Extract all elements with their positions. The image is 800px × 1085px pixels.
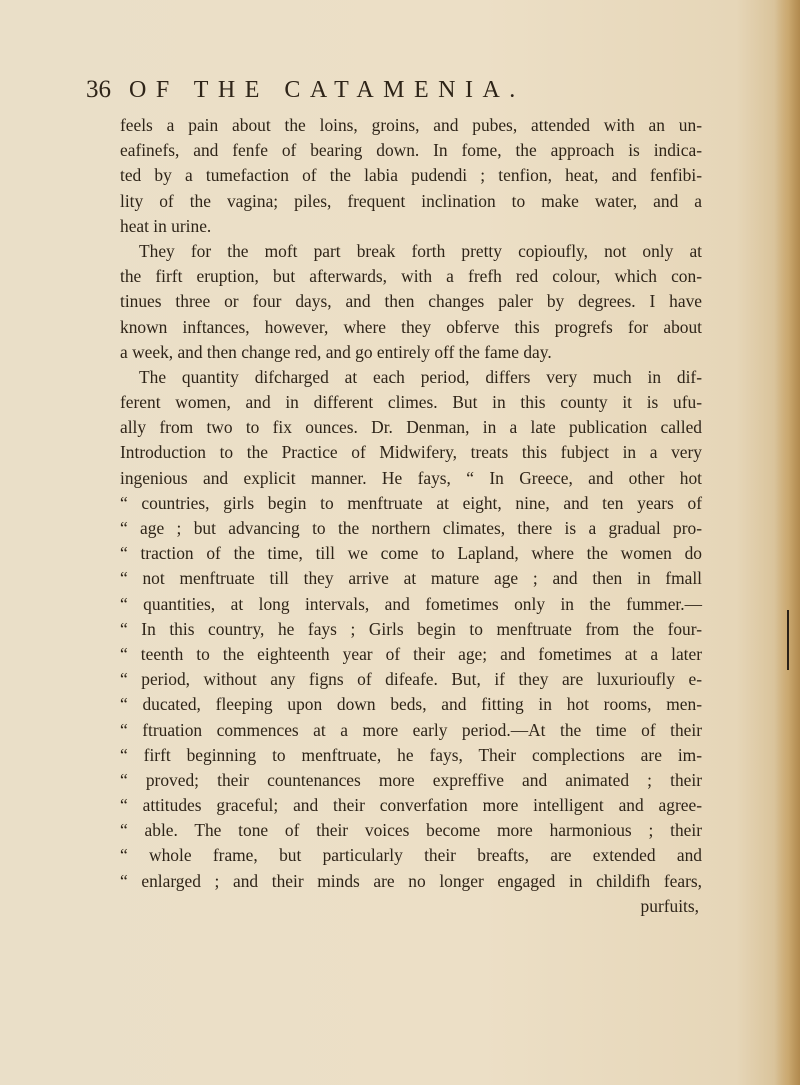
text-line: “ attitudes graceful; and their converfation more intelligent and agree- <box>120 795 702 816</box>
text-line: ingenious and explicit manner. He fays, “ In Greece, and other hot <box>120 467 702 488</box>
page-edge-shadow <box>774 0 800 1085</box>
text-line: “ countries, girls begin to menftruate at eight, nine, and ten years of <box>120 492 702 513</box>
text-line: “ ftruation commences at a more early period.—At the time of their <box>120 719 702 740</box>
text-line: “ proved; their countenances more expreffive and animated ; their <box>120 769 702 790</box>
text-line: ally from two to fix ounces. Dr. Denman, in a late publication called <box>120 417 702 438</box>
text-line: “ period, without any figns of difeafe. But, if they are luxurioufly e- <box>120 669 702 690</box>
text-line: “ enlarged ; and their minds are no longer engaged in childifh fears, <box>120 870 702 891</box>
body-text <box>120 113 702 919</box>
text-line: a week, and then change red, and go entirely off the fame day. <box>120 341 552 362</box>
text-line: heat in urine. <box>120 215 212 236</box>
text-line: “ teenth to the eighteenth year of their age; and fometimes at a later <box>120 643 702 664</box>
text-line: ted by a tumefaction of the labia pudendi ; tenfion, heat, and fenfibi- <box>120 165 702 186</box>
page-header <box>0 74 800 110</box>
text-line: The quantity difcharged at each period, differs very much in dif- <box>139 366 702 387</box>
text-line: “ age ; but advancing to the northern climates, there is a gradual pro- <box>120 518 702 538</box>
text-line: They for the moft part break forth pretty copioufly, not only at <box>139 240 702 261</box>
text-line: “ traction of the time, till we come to Lapland, where the women do <box>120 543 702 564</box>
page-number: 36 <box>86 76 111 103</box>
text-line: the firft eruption, but afterwards, with a frefh red colour, which con- <box>120 266 702 287</box>
text-line: “ whole frame, but particularly their breafts, are extended and <box>120 845 702 866</box>
text-line: “ ducated, fleeping upon down beds, and fitting in hot rooms, men- <box>120 694 702 715</box>
text-line: “ not menftruate till they arrive at mature age ; and then in fmall <box>120 568 702 589</box>
text-line: known inftances, however, where they obferve this progrefs for about <box>120 316 702 337</box>
catchword: purfuits, <box>640 895 699 916</box>
text-line: “ In this country, he fays ; Girls begin to menftruate from the four- <box>120 618 702 639</box>
text-line: Introduction to the Practice of Midwifery, treats this fubject in a very <box>120 442 702 463</box>
running-title: OF THE CATAMENIA. <box>129 77 525 103</box>
text-line: ferent women, and in different climes. But in this county it is ufu- <box>120 392 702 413</box>
text-line: “ able. The tone of their voices become more harmonious ; their <box>120 820 702 841</box>
text-line: eafinefs, and fenfe of bearing down. In fome, the approach is indica- <box>120 140 702 161</box>
text-line: “ firft beginning to menftruate, he fays, Their complections are im- <box>120 744 702 765</box>
text-line: lity of the vagina; piles, frequent inclination to make water, and a <box>120 190 702 211</box>
text-line: “ quantities, at long intervals, and fometimes only in the fummer.— <box>120 593 702 614</box>
text-line: tinues three or four days, and then changes paler by degrees. I have <box>120 291 702 312</box>
binding-mark <box>787 610 789 670</box>
text-line: feels a pain about the loins, groins, and pubes, attended with an un- <box>120 115 702 135</box>
